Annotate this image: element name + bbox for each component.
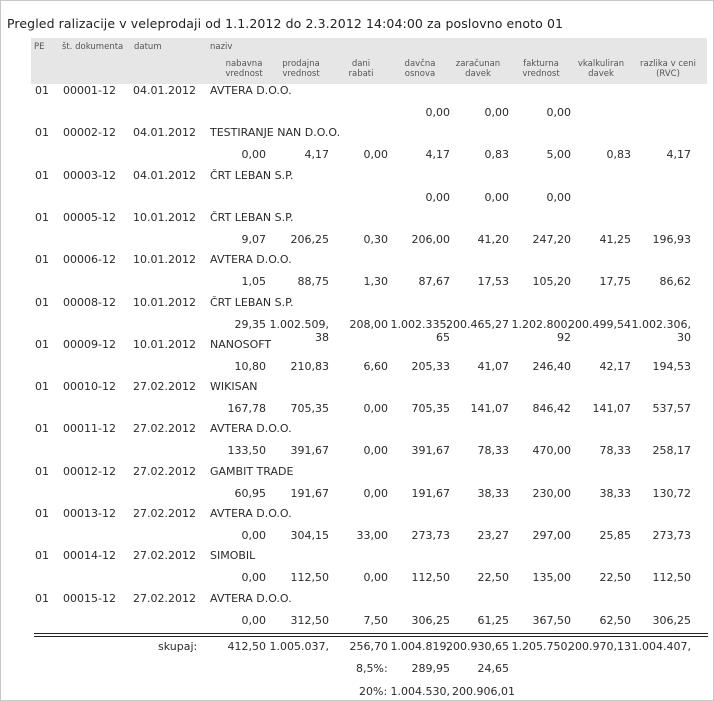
row-purchase-value: 0,00 — [241, 529, 266, 542]
row-date: 04.01.2012 — [133, 84, 196, 97]
row-sales-value: 391,67 — [290, 444, 329, 457]
row-discounts: 7,50 — [363, 614, 388, 627]
row-tax-base: 4,17 — [425, 148, 450, 161]
row-purchase-value: 0,00 — [241, 571, 266, 584]
row-discounts: 0,30 — [363, 233, 388, 246]
row-date: 04.01.2012 — [133, 169, 196, 182]
row-document-number: 00015-12 — [63, 592, 116, 605]
row-calculated-tax: 62,50 — [599, 614, 631, 627]
total-purchase-value: 412,50 — [227, 640, 266, 653]
row-business-unit: 01 — [35, 211, 49, 224]
header-calculated-tax: vkalkuliran davek — [577, 59, 625, 79]
row-purchase-value: 0,00 — [241, 148, 266, 161]
row-charged-tax: 200.465,27 — [446, 318, 509, 331]
header-discounts: dani rabati — [348, 59, 374, 79]
row-customer-name: AVTERA D.O.O. — [210, 592, 292, 605]
header-pe: PE — [34, 42, 45, 52]
row-invoice-value: 135,00 — [532, 571, 571, 584]
row-sales-value: 112,50 — [290, 571, 329, 584]
row-sales-value: 206,25 — [290, 233, 329, 246]
row-invoice-value: 297,00 — [532, 529, 571, 542]
row-tax-base: 191,67 — [411, 487, 450, 500]
row-date: 27.02.2012 — [133, 422, 196, 435]
row-invoice-value: 0,00 — [546, 106, 571, 119]
row-document-number: 00005-12 — [63, 211, 116, 224]
totals-label: skupaj: — [158, 640, 198, 653]
row-sales-value: 88,75 — [297, 275, 329, 288]
row-calculated-tax: 38,33 — [599, 487, 631, 500]
row-date: 10.01.2012 — [133, 211, 196, 224]
row-purchase-value: 0,00 — [241, 614, 266, 627]
row-business-unit: 01 — [35, 507, 49, 520]
row-tax-base: 0,00 — [425, 191, 450, 204]
row-purchase-value: 29,35 — [234, 318, 266, 331]
row-charged-tax: 41,07 — [477, 360, 509, 373]
row-calculated-tax: 41,25 — [599, 233, 631, 246]
row-customer-name: GAMBIT TRADE — [210, 465, 294, 478]
row-tax-base: 206,00 — [411, 233, 450, 246]
row-purchase-value: 60,95 — [234, 487, 266, 500]
row-business-unit: 01 — [35, 592, 49, 605]
row-customer-name: SIMOBIL — [210, 549, 256, 562]
row-business-unit: 01 — [35, 84, 49, 97]
row-charged-tax: 141,07 — [470, 402, 509, 415]
row-document-number: 00008-12 — [63, 296, 116, 309]
row-date: 10.01.2012 — [133, 296, 196, 309]
row-invoice-value: 0,00 — [546, 191, 571, 204]
row-document-number: 00011-12 — [63, 422, 116, 435]
row-tax-base: 705,35 — [411, 402, 450, 415]
row-discounts: 0,00 — [363, 487, 388, 500]
row-charged-tax: 17,53 — [477, 275, 509, 288]
row-charged-tax: 0,83 — [484, 148, 509, 161]
total-invoice-value: 1.205.750, — [511, 640, 571, 653]
row-calculated-tax: 141,07 — [592, 402, 631, 415]
row-date: 27.02.2012 — [133, 380, 196, 393]
row-business-unit: 01 — [35, 380, 49, 393]
row-price-difference: 1.002.306, 30 — [631, 318, 691, 344]
row-invoice-value: 470,00 — [532, 444, 571, 457]
row-invoice-value: 246,40 — [532, 360, 571, 373]
row-sales-value: 1.002.509, 38 — [269, 318, 329, 344]
row-price-difference: 196,93 — [652, 233, 691, 246]
row-charged-tax: 23,27 — [477, 529, 509, 542]
row-invoice-value: 846,42 — [532, 402, 571, 415]
row-customer-name: ČRT LEBAN S.P. — [210, 211, 294, 224]
row-discounts: 208,00 — [349, 318, 388, 331]
row-customer-name: TESTIRANJE NAN D.O.O. — [210, 126, 341, 139]
vat-tax-base: 289,95 — [411, 662, 450, 675]
row-calculated-tax: 42,17 — [599, 360, 631, 373]
row-date: 27.02.2012 — [133, 592, 196, 605]
row-invoice-value: 230,00 — [532, 487, 571, 500]
row-charged-tax: 78,33 — [477, 444, 509, 457]
header-purchase-value: nabavna vrednost — [225, 59, 263, 79]
row-charged-tax: 41,20 — [477, 233, 509, 246]
row-document-number: 00013-12 — [63, 507, 116, 520]
row-customer-name: ČRT LEBAN S.P. — [210, 169, 294, 182]
row-sales-value: 4,17 — [304, 148, 329, 161]
row-tax-base: 391,67 — [411, 444, 450, 457]
row-sales-value: 304,15 — [290, 529, 329, 542]
row-document-number: 00001-12 — [63, 84, 116, 97]
row-purchase-value: 133,50 — [227, 444, 266, 457]
row-customer-name: NANOSOFT — [210, 338, 272, 351]
row-customer-name: ČRT LEBAN S.P. — [210, 296, 294, 309]
vat-rate-label: 20%: — [359, 685, 388, 698]
row-customer-name: WIKISAN — [210, 380, 258, 393]
row-customer-name: AVTERA D.O.O. — [210, 84, 292, 97]
row-price-difference: 306,25 — [652, 614, 691, 627]
row-discounts: 1,30 — [363, 275, 388, 288]
row-calculated-tax: 25,85 — [599, 529, 631, 542]
row-price-difference: 273,73 — [652, 529, 691, 542]
row-date: 27.02.2012 — [133, 465, 196, 478]
row-discounts: 0,00 — [363, 571, 388, 584]
row-document-number: 00010-12 — [63, 380, 116, 393]
totals-rule-top — [34, 633, 708, 634]
row-discounts: 0,00 — [363, 148, 388, 161]
row-calculated-tax: 22,50 — [599, 571, 631, 584]
total-price-difference: 1.004.407, — [631, 640, 691, 653]
row-tax-base: 205,33 — [411, 360, 450, 373]
row-charged-tax: 0,00 — [484, 106, 509, 119]
row-business-unit: 01 — [35, 465, 49, 478]
row-purchase-value: 167,78 — [227, 402, 266, 415]
row-sales-value: 210,83 — [290, 360, 329, 373]
row-document-number: 00002-12 — [63, 126, 116, 139]
row-invoice-value: 1.202.800, 92 — [511, 318, 571, 344]
total-charged-tax: 200.930,65 — [446, 640, 509, 653]
row-price-difference: 258,17 — [652, 444, 691, 457]
row-purchase-value: 9,07 — [241, 233, 266, 246]
row-price-difference: 86,62 — [659, 275, 691, 288]
row-discounts: 0,00 — [363, 402, 388, 415]
row-invoice-value: 247,20 — [532, 233, 571, 246]
header-charged-tax: zaračunan davek — [455, 59, 501, 79]
row-calculated-tax: 200.499,54 — [568, 318, 631, 331]
row-price-difference: 130,72 — [652, 487, 691, 500]
row-discounts: 0,00 — [363, 444, 388, 457]
row-price-difference: 537,57 — [652, 402, 691, 415]
row-document-number: 00006-12 — [63, 253, 116, 266]
header-document-number: št. dokumenta — [62, 42, 124, 52]
totals-rule-bottom — [34, 636, 708, 637]
row-price-difference: 194,53 — [652, 360, 691, 373]
row-date: 04.01.2012 — [133, 126, 196, 139]
row-discounts: 6,60 — [363, 360, 388, 373]
row-document-number: 00003-12 — [63, 169, 116, 182]
row-date: 10.01.2012 — [133, 338, 196, 351]
row-charged-tax: 61,25 — [477, 614, 509, 627]
header-invoice-value: fakturna vrednost — [522, 59, 560, 79]
row-sales-value: 191,67 — [290, 487, 329, 500]
row-customer-name: AVTERA D.O.O. — [210, 507, 292, 520]
row-price-difference: 112,50 — [652, 571, 691, 584]
row-business-unit: 01 — [35, 126, 49, 139]
row-sales-value: 705,35 — [290, 402, 329, 415]
row-tax-base: 1.002.335, 65 — [390, 318, 450, 344]
vat-rate-label: 8,5%: — [356, 662, 388, 675]
row-charged-tax: 0,00 — [484, 191, 509, 204]
row-date: 10.01.2012 — [133, 253, 196, 266]
row-date: 27.02.2012 — [133, 507, 196, 520]
row-sales-value: 312,50 — [290, 614, 329, 627]
row-charged-tax: 38,33 — [477, 487, 509, 500]
row-business-unit: 01 — [35, 338, 49, 351]
row-tax-base: 306,25 — [411, 614, 450, 627]
row-customer-name: AVTERA D.O.O. — [210, 253, 292, 266]
row-customer-name: AVTERA D.O.O. — [210, 422, 292, 435]
row-tax-base: 0,00 — [425, 106, 450, 119]
row-calculated-tax: 17,75 — [599, 275, 631, 288]
header-name: naziv — [210, 42, 233, 52]
total-discounts: 256,70 — [349, 640, 388, 653]
report-title: Pregled ralizacije v veleprodaji od 1.1.2012 do 2.3.2012 14:04:00 za poslovno enoto 01 — [7, 16, 564, 31]
total-calculated-tax: 200.970,13 — [568, 640, 631, 653]
row-purchase-value: 1,05 — [241, 275, 266, 288]
row-tax-base: 112,50 — [411, 571, 450, 584]
vat-tax-amount: 24,65 — [477, 662, 509, 675]
row-invoice-value: 367,50 — [532, 614, 571, 627]
row-calculated-tax: 78,33 — [599, 444, 631, 457]
header-date: datum — [134, 42, 162, 52]
row-charged-tax: 22,50 — [477, 571, 509, 584]
row-invoice-value: 5,00 — [546, 148, 571, 161]
row-business-unit: 01 — [35, 296, 49, 309]
row-business-unit: 01 — [35, 422, 49, 435]
row-document-number: 00012-12 — [63, 465, 116, 478]
total-tax-base: 1.004.819, — [390, 640, 450, 653]
row-document-number: 00014-12 — [63, 549, 116, 562]
header-price-difference: razlika v ceni (RVC) — [640, 59, 696, 79]
row-invoice-value: 105,20 — [532, 275, 571, 288]
row-business-unit: 01 — [35, 253, 49, 266]
row-tax-base: 273,73 — [411, 529, 450, 542]
header-tax-base: davčna osnova — [404, 59, 436, 79]
row-date: 27.02.2012 — [133, 549, 196, 562]
row-business-unit: 01 — [35, 549, 49, 562]
row-document-number: 00009-12 — [63, 338, 116, 351]
row-price-difference: 4,17 — [666, 148, 691, 161]
total-sales-value: 1.005.037, — [269, 640, 329, 653]
vat-tax-amount: 200.906,01 — [452, 685, 515, 698]
row-purchase-value: 10,80 — [234, 360, 266, 373]
header-sales-value: prodajna vrednost — [282, 59, 320, 79]
row-tax-base: 87,67 — [418, 275, 450, 288]
vat-tax-base: 1.004.530, — [390, 685, 450, 698]
row-discounts: 33,00 — [356, 529, 388, 542]
row-calculated-tax: 0,83 — [606, 148, 631, 161]
row-business-unit: 01 — [35, 169, 49, 182]
